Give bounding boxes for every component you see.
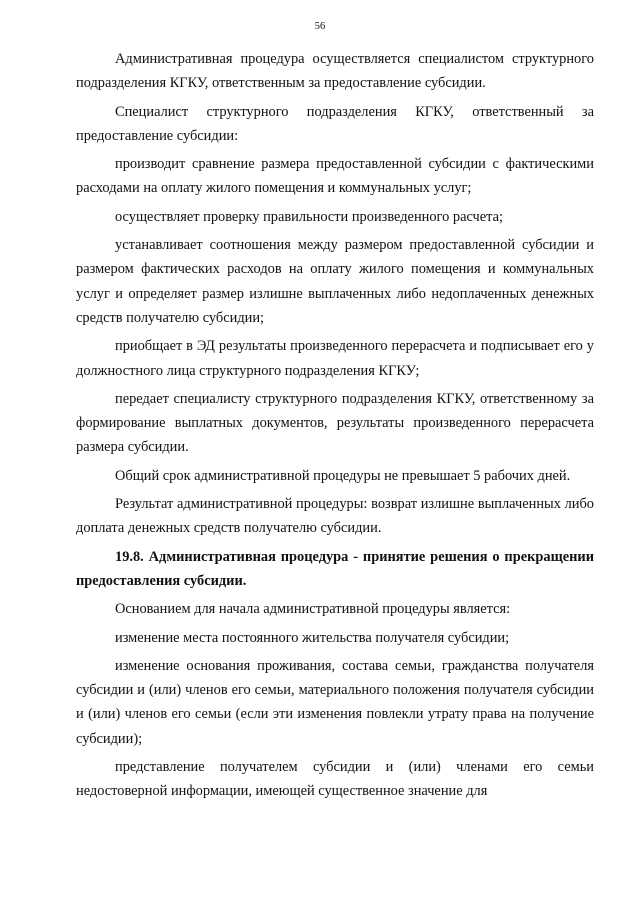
list-item: изменение места постоянного жительства получателя субсидии;	[115, 629, 510, 646]
paragraph: Основанием для начала административной процедуры является:	[115, 601, 511, 618]
list-item: передает специалисту структурного подразделения КГКУ, ответственному за формирование выплатных документов, результаты произведенного перерасчета размера субсидии.	[76, 390, 594, 456]
section-heading: 19.8. Административная процедура - принятие решения о прекращении предоставления субсидии.	[76, 548, 594, 589]
list-item: изменение основания проживания, состава семьи, гражданства получателя субсидии и (или) членов его семьи, материального положения получателя субсидии и (или) членов его семьи (если эти изменения повлекли утрату права на получение субсидии);	[76, 657, 594, 747]
paragraph: Результат административной процедуры: возврат излишне выплаченных либо доплата денежных средств получателю субсидии.	[76, 496, 594, 537]
page-number: 56	[314, 21, 326, 32]
paragraph: Общий срок административной процедуры не превышает 5 рабочих дней.	[115, 467, 571, 484]
paragraph: Административная процедура осуществляется специалистом структурного подразделения КГКУ, ответственным за предоставление субсидии.	[76, 51, 594, 92]
paragraph: Специалист структурного подразделения КГКУ, ответственный за предоставление субсидии:	[76, 103, 594, 144]
list-item: представление получателем субсидии и (или) членами его семьи недостоверной информации, имеющей существенное значение для	[76, 759, 594, 800]
document-body	[76, 47, 594, 808]
list-item: приобщает в ЭД результаты произведенного перерасчета и подписывает его у должностного лица структурного подразделения КГКУ;	[76, 338, 594, 379]
list-item: осуществляет проверку правильности произведенного расчета;	[115, 208, 504, 225]
list-item: производит сравнение размера предоставленной субсидии с фактическими расходами на оплату жилого помещения и коммунальных услуг;	[76, 156, 594, 197]
list-item: устанавливает соотношения между размером предоставленной субсидии и размером фактических расходов на оплату жилого помещения и коммунальных услуг и определяет размер излишне выплаченных либо недоплаченных денежных средств получателю субсидии;	[76, 237, 594, 326]
